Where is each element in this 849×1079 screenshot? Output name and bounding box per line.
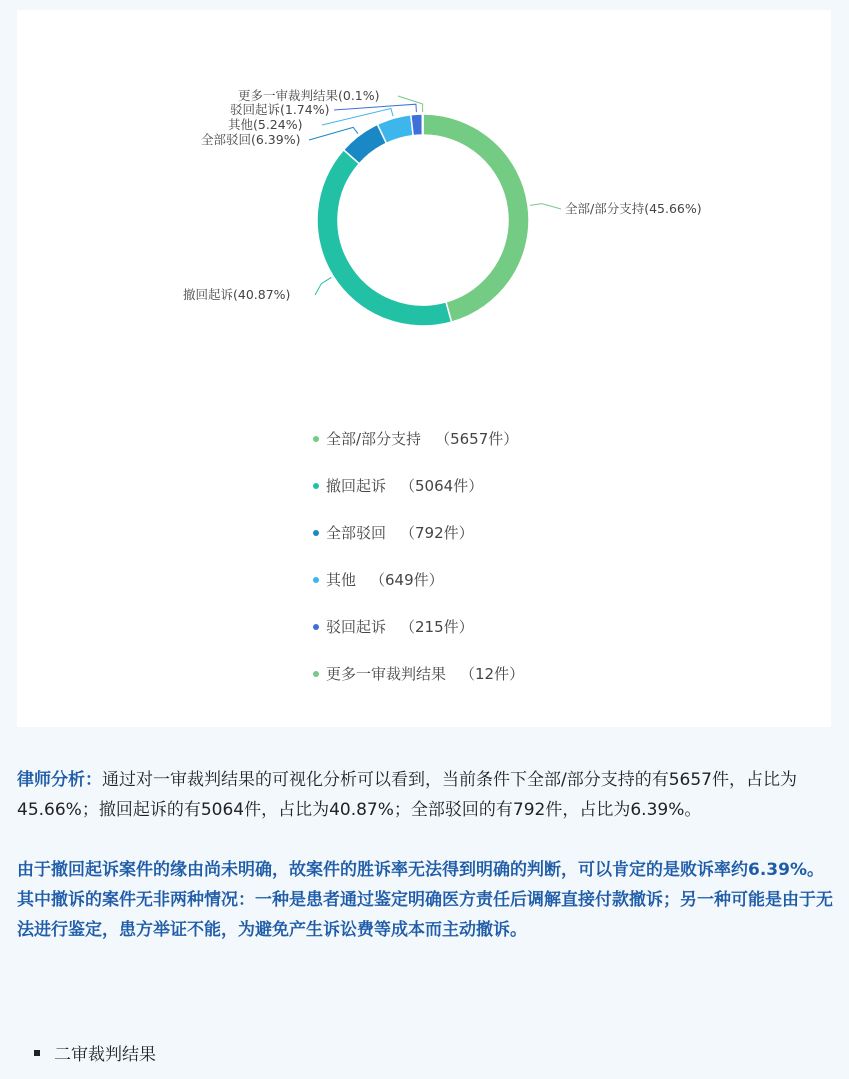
- legend-label: 撤回起诉: [326, 477, 387, 495]
- legend-dot: [313, 483, 319, 489]
- chart-card: [17, 10, 831, 727]
- label-leader-line: [334, 104, 416, 112]
- legend-dot: [313, 671, 319, 677]
- legend-count: （649件）: [370, 571, 444, 589]
- legend-count: （215件）: [400, 618, 474, 636]
- legend-dot: [313, 577, 319, 583]
- label-leader-line: [309, 127, 358, 140]
- legend-item[interactable]: [313, 509, 524, 556]
- analysis-body: 通过对一审裁判结果的可视化分析可以看到，当前条件下全部/部分支持的有5657件，占比为45.66%；撤回起诉的有5064件，占比为40.87%；全部驳回的有792件，占比为6.39%。: [17, 770, 797, 820]
- bullet-icon: [34, 1050, 40, 1056]
- slice-label: 更多一审裁判结果(0.1%): [238, 88, 380, 103]
- legend-count: （12件）: [460, 665, 525, 683]
- legend-count: （5064件）: [400, 477, 484, 495]
- legend-item[interactable]: [313, 650, 524, 697]
- legend-item[interactable]: [313, 415, 524, 462]
- label-leader-line: [398, 96, 423, 112]
- slice-label: 其他(5.24%): [228, 117, 303, 132]
- next-section-item: [34, 1040, 156, 1065]
- legend-label: 更多一审裁判结果: [326, 665, 447, 683]
- donut-slice[interactable]: [317, 150, 452, 326]
- legend-dot: [313, 436, 319, 442]
- donut-slice[interactable]: [423, 114, 529, 322]
- legend-label: 驳回起诉: [326, 618, 387, 636]
- legend-item[interactable]: [313, 603, 524, 650]
- analysis-lead: 律师分析：: [17, 770, 102, 790]
- analysis-emphasis: 由于撤回起诉案件的缘由尚未明确，故案件的胜诉率无法得到明确的判断，可以肯定的是败诉率约6.39%。其中撤诉的案件无非两种情况：一种是患者通过鉴定明确医方责任后调解直接付款撤诉；另一种可能是由于无法进行鉴定，患方举证不能，为避免产生诉讼费等成本而主动撤诉。: [17, 860, 833, 940]
- slice-label: 撤回起诉(40.87%): [183, 287, 291, 302]
- slice-label: 全部驳回(6.39%): [201, 132, 301, 147]
- legend-dot: [313, 624, 319, 630]
- donut-slice[interactable]: [411, 114, 423, 136]
- legend-count: （792件）: [400, 524, 474, 542]
- label-leader-line: [315, 277, 331, 295]
- legend-item[interactable]: [313, 462, 524, 509]
- analysis-paragraph: [17, 765, 837, 825]
- legend-label: 全部驳回: [326, 524, 387, 542]
- legend-count: （5657件）: [435, 430, 519, 448]
- legend-label: 全部/部分支持: [326, 430, 422, 448]
- donut-slice[interactable]: [422, 114, 423, 135]
- donut-chart: [17, 10, 831, 390]
- legend-item[interactable]: [313, 556, 524, 603]
- next-section-label: 二审裁判结果: [54, 1045, 156, 1065]
- legend-dot: [313, 530, 319, 536]
- legend-label: 其他: [326, 571, 357, 589]
- label-leader-line: [530, 204, 561, 209]
- analysis-section: [17, 765, 837, 975]
- slice-label: 全部/部分支持(45.66%): [565, 201, 702, 216]
- chart-legend: [313, 415, 524, 697]
- slice-label: 驳回起诉(1.74%): [230, 102, 330, 117]
